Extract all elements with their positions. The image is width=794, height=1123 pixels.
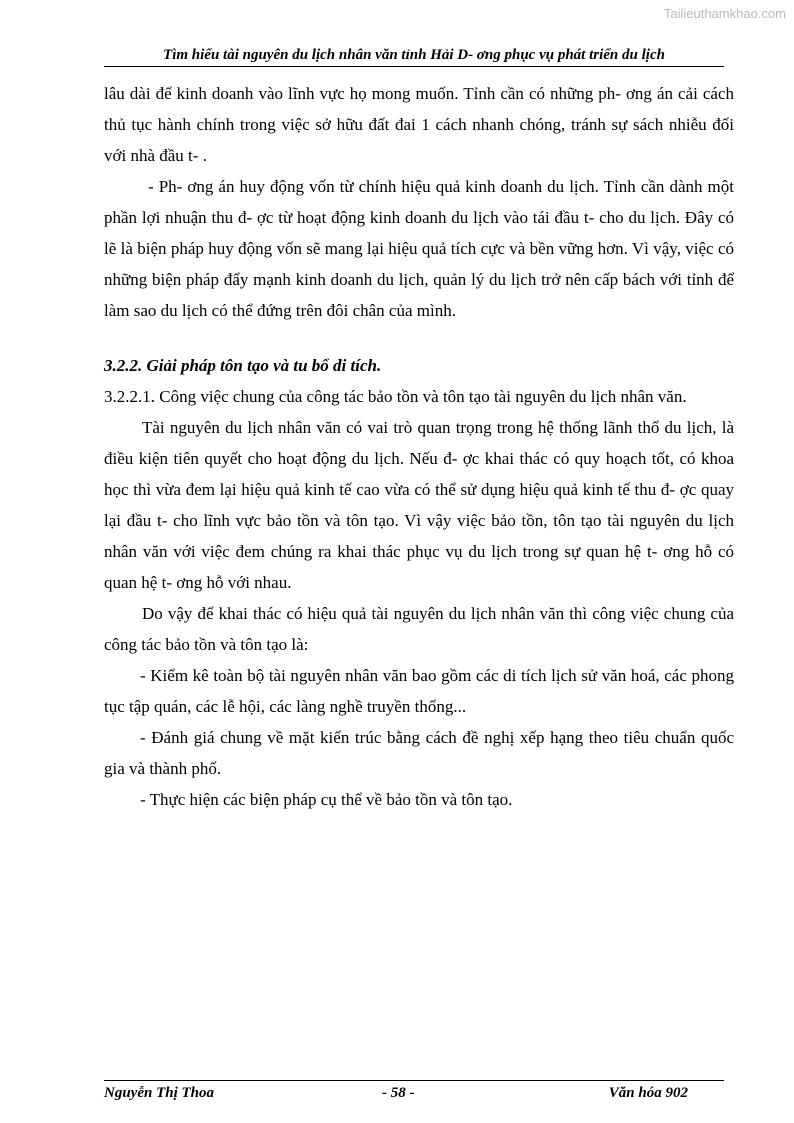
watermark: Tailieuthamkhao.com (663, 6, 786, 21)
paragraph-1: lâu dài để kinh doanh vào lĩnh vực họ mong muốn. Tỉnh cần có những ph- ơng án cải cách thủ tục hành chính trong việc sở hữu đất đai 1 cách nhanh chóng, tránh sự sách nhiễu đối với nhà đầu t- . (104, 84, 734, 165)
footer-rule (104, 1080, 724, 1081)
footer-author: Nguyễn Thị Thoa (104, 1085, 215, 1101)
spacer (104, 326, 734, 350)
paragraph-3: Tài nguyên du lịch nhân văn có vai trò quan trọng trong hệ thống lãnh thổ du lịch, là điều kiện tiên quyết cho hoạt động du lịch. Nếu đ- ợc khai thác có quy hoạch tốt, có khoa học thì vừa đem lại hiệu quả kinh tế cao vừa có thể sử dụng hiệu quả kinh tế thu đ- ợc quay lại đầu t- cho lĩnh vực bảo tồn và tôn tạo. Vì vậy việc bảo tồn, tôn tạo tài nguyên du lịch nhân văn với việc đem chúng ra khai thác phục vụ du lịch trong sự quan hệ t- ơng hỗ có quan hệ t- ơng hỗ với nhau. (104, 418, 734, 592)
section-heading: 3.2.2. Giải pháp tôn tạo và tu bổ di tích. (104, 356, 382, 375)
bullet-item-2: - Đánh giá chung về mặt kiến trúc bằng cách đề nghị xếp hạng theo tiêu chuẩn quốc gia và thành phố. (104, 728, 734, 778)
bullet-item-1: - Kiểm kê toàn bộ tài nguyên nhân văn bao gồm các di tích lịch sử văn hoá, các phong tục tập quán, các lễ hội, các làng nghề truyền thống... (104, 666, 734, 716)
subsection-heading: 3.2.2.1. Công việc chung của công tác bảo tồn và tôn tạo tài nguyên du lịch nhân văn. (104, 387, 687, 406)
page-footer (104, 1085, 724, 1107)
footer-department: Văn hóa 902 (608, 1085, 688, 1101)
running-header: Tìm hiểu tài nguyên du lịch nhân văn tỉnh Hải D- ơng phục vụ phát triển du lịch (163, 47, 665, 63)
document-body (104, 78, 734, 815)
paragraph-2: - Ph- ơng án huy động vốn từ chính hiệu quả kinh doanh du lịch. Tỉnh cần dành một phần lợi nhuận thu đ- ợc từ hoạt động kinh doanh du lịch vào tái đầu t- cho du lịch. Đây có lẽ là biện pháp huy động vốn sẽ mang lại hiệu quả tích cực và bền vững hơn. Vì vậy, việc có những biện pháp đẩy mạnh kinh doanh du lịch, quản lý du lịch trở nên cấp bách với tỉnh để làm sao du lịch có thể đứng trên đôi chân của mình. (104, 177, 734, 320)
paragraph-4: Do vậy để khai thác có hiệu quả tài nguyên du lịch nhân văn thì công việc chung của công tác bảo tồn và tôn tạo là: (104, 604, 734, 654)
header-rule (104, 66, 724, 67)
bullet-item-3: - Thực hiện các biện pháp cụ thể về bảo tồn và tôn tạo. (140, 790, 513, 809)
page-number: - 58 - (382, 1085, 415, 1101)
